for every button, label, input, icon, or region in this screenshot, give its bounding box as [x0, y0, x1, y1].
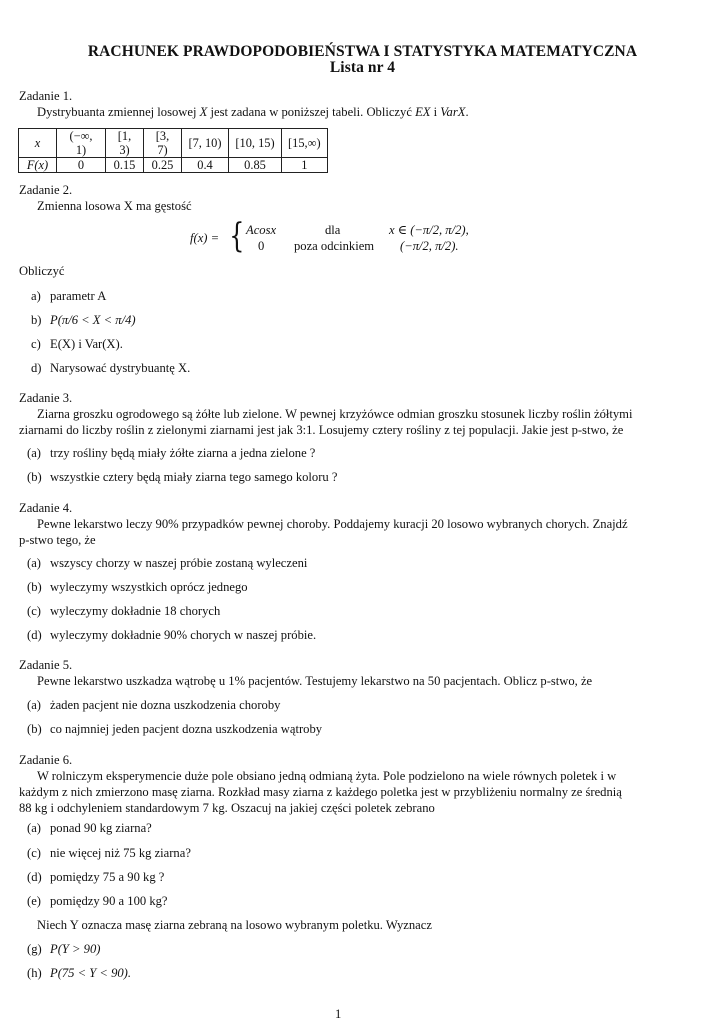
density-case-2-word: poza odcinkiem	[294, 239, 375, 253]
document-title: RACHUNEK PRAWDOPODOBIEŃSTWA I STATYSTYKA MATEMATYCZNA	[87, 43, 638, 60]
list-item-label: (a)	[27, 821, 41, 835]
list-item: wyleczymy wszystkich oprócz jednego	[50, 580, 248, 594]
table-cell: 1	[282, 158, 328, 173]
table-cell: x	[19, 129, 57, 158]
task-5-line-1: Pewne lekarstwo uszkadza wątrobę u 1% pacjentów. Testujemy lekarstwo na 50 pacjentach. Oblicz p-stwo, że	[37, 674, 593, 688]
task-6-line-1: W rolniczym eksperymencie duże pole obsiano jedną odmianą żyta. Pole podzielono na wiele równych poletek i w	[37, 769, 617, 783]
density-case-1-word: dla	[325, 223, 341, 237]
list-item-label: (b)	[27, 580, 42, 594]
list-item: Narysować dystrybuantę X.	[50, 361, 191, 375]
table-cell: F(x)	[19, 158, 57, 173]
list-item: P(π/6 < X < π/4)	[50, 313, 136, 327]
list-item: pomiędzy 75 a 90 kg ?	[50, 870, 165, 884]
list-item-label: (h)	[27, 966, 42, 980]
list-item: żaden pacjent nie dozna uszkodzenia choroby	[50, 698, 281, 712]
density-case-1-value: Acosx	[246, 223, 277, 237]
list-item: pomiędzy 90 a 100 kg?	[50, 894, 168, 908]
task-2-heading: Zadanie 2.	[19, 183, 73, 197]
page-number: 1	[335, 1007, 342, 1021]
density-label: f(x) =	[190, 231, 220, 245]
list-item: wyleczymy dokładnie 90% chorych w naszej próbie.	[50, 628, 317, 642]
list-item-label: (d)	[27, 870, 42, 884]
task-1-text: Dystrybuanta zmiennej losowej X jest zadana w poniższej tabeli. Obliczyć EX i VarX.	[37, 105, 469, 119]
table-cell: [3, 7)	[144, 129, 182, 158]
task-3-line-1: Ziarna groszku ogrodowego są żółte lub zielone. W pewnej krzyżówce odmian groszku stosunek liczby roślin żółtymi	[37, 407, 633, 421]
table-cell: [1, 3)	[106, 129, 144, 158]
table-cell: 0	[57, 158, 106, 173]
table-cell: 0.25	[144, 158, 182, 173]
density-case-2-condition: (−π/2, π/2).	[400, 239, 459, 253]
list-item: nie więcej niż 75 kg ziarna?	[50, 846, 191, 860]
list-item: wszystkie cztery będą miały ziarna tego samego koloru ?	[50, 470, 338, 484]
list-item: P(Y > 90)	[50, 942, 101, 956]
list-item-label: (c)	[27, 846, 41, 860]
table-cell: [7, 10)	[182, 129, 229, 158]
table-row	[19, 129, 328, 158]
task-2-compute: Obliczyć	[19, 264, 65, 278]
table-cell: (−∞, 1)	[57, 129, 106, 158]
list-item-label: c)	[31, 337, 41, 351]
list-item: co najmniej jeden pacjent dozna uszkodzenia wątroby	[50, 722, 323, 736]
task-5-heading: Zadanie 5.	[19, 658, 73, 672]
list-item-label: (a)	[27, 446, 41, 460]
density-case-1-condition: x ∈ (−π/2, π/2),	[389, 223, 469, 237]
list-item: parametr A	[50, 289, 107, 303]
table-cell: [10, 15)	[229, 129, 282, 158]
list-item-label: (b)	[27, 722, 42, 736]
task-3-heading: Zadanie 3.	[19, 391, 73, 405]
list-item-label: (b)	[27, 470, 42, 484]
task-6-line-3: 88 kg i odchyleniem standardowym 7 kg. Oszacuj na jakiej części poletek zebrano	[19, 801, 435, 815]
list-item: wszyscy chorzy w naszej próbie zostaną wyleczeni	[50, 556, 308, 570]
task-3-line-2: ziarnami do liczby roślin z zielonymi ziarnami jest jak 3:1. Losujemy cztery rośliny z tej populacji. Jakie jest p-stwo, że	[19, 423, 624, 437]
task-1-heading: Zadanie 1.	[19, 89, 73, 103]
task-6-niech: Niech Y oznacza masę ziarna zebraną na losowo wybranym poletku. Wyznacz	[37, 918, 432, 932]
density-case-2-value: 0	[258, 239, 265, 253]
list-item-label: (d)	[27, 628, 42, 642]
task-4-line-2: p-stwo tego, że	[19, 533, 96, 547]
cdf-table	[18, 128, 328, 173]
task-4-line-1: Pewne lekarstwo leczy 90% przypadków pewnej choroby. Poddajemy kuracji 20 losowo wybranych chorych. Znajdź	[37, 517, 628, 531]
list-item: P(75 < Y < 90).	[50, 966, 132, 980]
list-item-label: (g)	[27, 942, 42, 956]
table-row	[19, 158, 328, 173]
list-item-label: a)	[31, 289, 41, 303]
list-item: ponad 90 kg ziarna?	[50, 821, 152, 835]
table-cell: 0.15	[106, 158, 144, 173]
task-6-line-2: każdym z nich zmierzono masę ziarna. Rozkład masy ziarna z każdego poletka jest w przybliżeniu normalny ze średnią	[19, 785, 622, 799]
task-2-intro: Zmienna losowa X ma gęstość	[37, 199, 192, 213]
list-item: trzy rośliny będą miały żółte ziarna a jedna zielone ?	[50, 446, 316, 460]
list-item: E(X) i Var(X).	[50, 337, 123, 351]
table-cell: [15,∞)	[282, 129, 328, 158]
list-item-label: (a)	[27, 556, 41, 570]
task-4-heading: Zadanie 4.	[19, 501, 73, 515]
list-item-label: (a)	[27, 698, 41, 712]
list-item-label: b)	[31, 313, 42, 327]
list-item: wyleczymy dokładnie 18 chorych	[50, 604, 221, 618]
list-item-label: (e)	[27, 894, 41, 908]
task-6-heading: Zadanie 6.	[19, 753, 73, 767]
document-subtitle: Lista nr 4	[329, 59, 396, 76]
table-cell: 0.4	[182, 158, 229, 173]
table-cell: 0.85	[229, 158, 282, 173]
list-item-label: d)	[31, 361, 42, 375]
list-item-label: (c)	[27, 604, 41, 618]
brace-symbol: {	[229, 216, 245, 256]
